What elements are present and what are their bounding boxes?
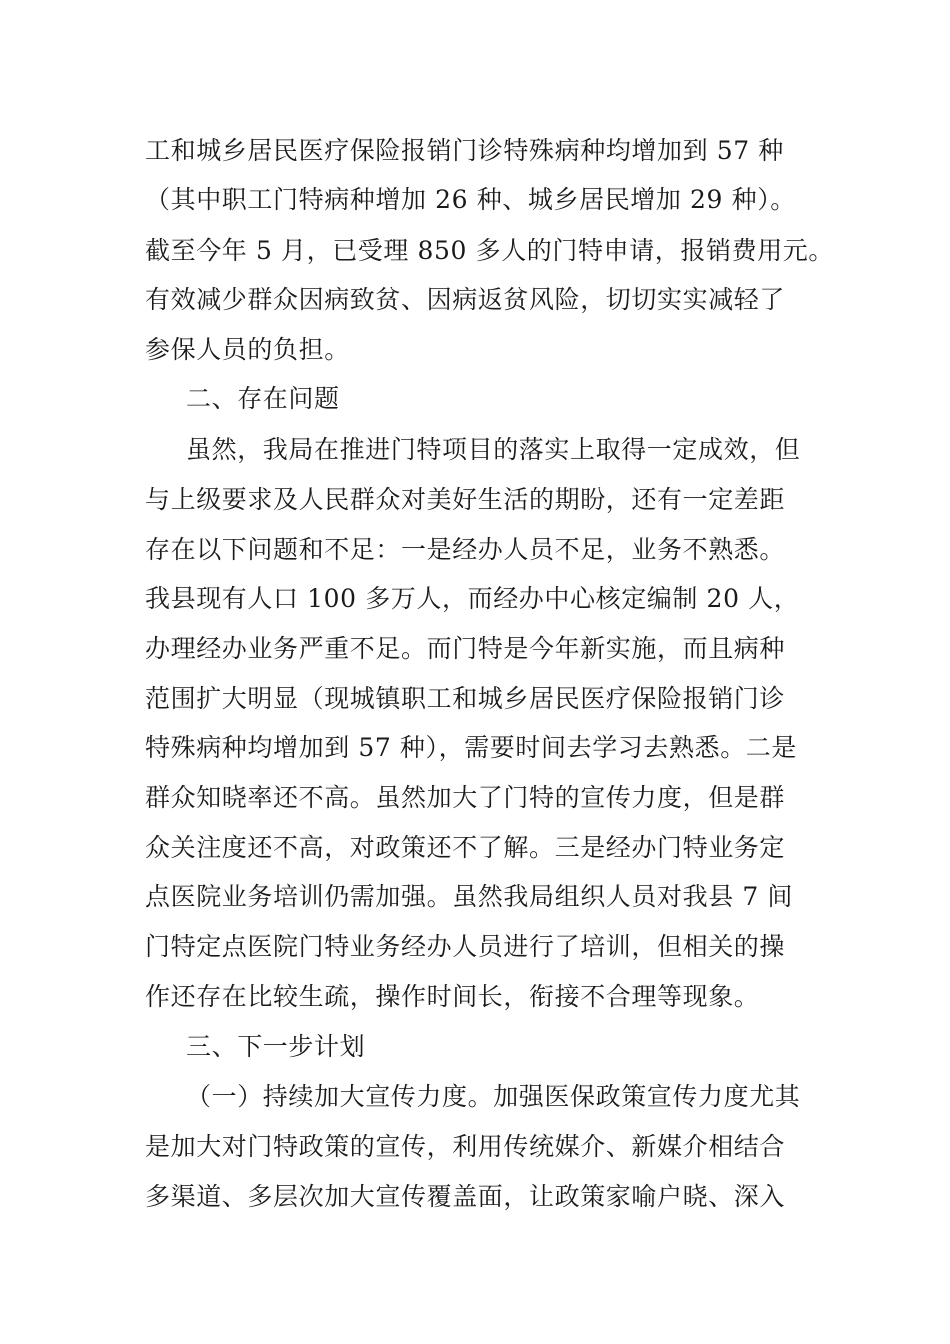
text-line-13: 特殊病种均增加到 57 种），需要时间去学习去熟悉。二是	[145, 733, 798, 762]
text-line-11: 办理经办业务严重不足。而门特是今年新实施，而且病种	[145, 634, 786, 663]
text-line-22: 多渠道、多层次加大宣传覆盖面，让政策家喻户晓、深入	[145, 1182, 786, 1211]
section-heading-2: 二、存在问题	[186, 384, 340, 413]
text-line-5: 参保人员的负担。	[145, 335, 350, 364]
text-line-14: 群众知晓率还不高。虽然加大了门特的宣传力度，但是群	[145, 783, 786, 812]
text-line-2: （其中职工门特病种增加 26 种、城乡居民增加 29 种）。	[145, 185, 796, 214]
text-line-17: 门特定点医院门特业务经办人员进行了培训，但相关的操	[145, 932, 786, 961]
section-heading-3: 三、下一步计划	[186, 1032, 366, 1061]
text-line-4: 有效减少群众因病致贫、因病返贫风险，切切实实减轻了	[145, 285, 786, 314]
text-line-21: 是加大对门特政策的宣传，利用传统媒介、新媒介相结合	[145, 1132, 786, 1161]
text-line-15: 众关注度还不高，对政策还不了解。三是经办门特业务定	[145, 833, 786, 862]
paragraph-start: 虽然，我局在推进门特项目的落实上取得一定成效，但	[186, 435, 801, 464]
subsection-start: （一）持续加大宣传力度。加强医保政策宣传力度尤其	[186, 1082, 801, 1111]
text-line-9: 存在以下问题和不足：一是经办人员不足，业务不熟悉。	[145, 535, 786, 564]
text-line-1: 工和城乡居民医疗保险报销门诊特殊病种均增加到 57 种	[145, 136, 784, 165]
text-line-8: 与上级要求及人民群众对美好生活的期盼，还有一定差距	[145, 485, 786, 514]
text-line-12: 范围扩大明显（现城镇职工和城乡居民医疗保险报销门诊	[145, 684, 786, 713]
text-line-3: 截至今年 5 月，已受理 850 多人的门特申请，报销费用元。	[145, 236, 835, 265]
text-line-16: 点医院业务培训仍需加强。虽然我局组织人员对我县 7 间	[145, 882, 794, 911]
text-line-10: 我县现有人口 100 多万人，而经办中心核定编制 20 人，	[145, 584, 800, 613]
text-line-18: 作还存在比较生疏，操作时间长，衔接不合理等现象。	[145, 982, 760, 1011]
